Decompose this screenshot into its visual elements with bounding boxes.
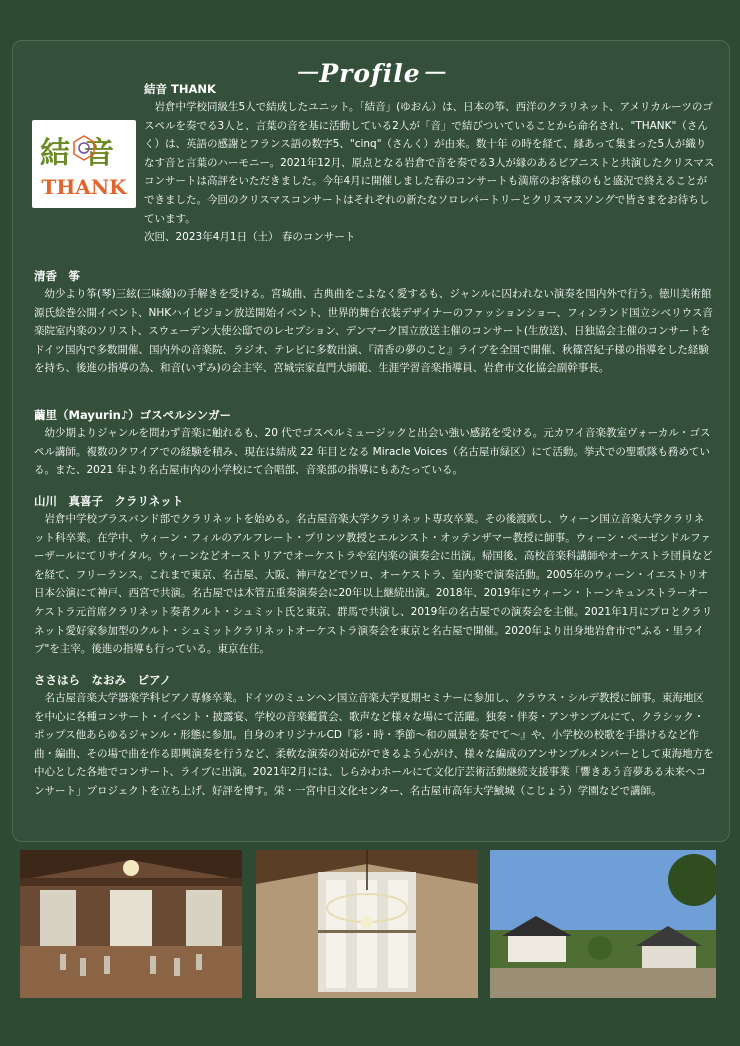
building-exterior-photo xyxy=(490,850,716,998)
member-section-sasahara xyxy=(34,671,714,801)
member-bio: 名古屋音楽大学器楽学科ピアノ専修卒業。ドイツのミュンヘン国立音楽大学夏期セミナーに参加し、クラウス・シルデ教授に師事。東海地区を中心に各種コンサート・イベント・披露宴、学校の音楽鑑賞会、歌声など様々な場にて活躍。独奏・伴奏・アンサンブルにて、クラシック・ポップス他あらゆるジャンル・形態に参加。自身のオリジナルCD『彩・時・季節～和の風景を奏でて～』や、小学校の校歌を手掛けるなど作曲・編曲、その場で曲を作る即興演奏を行うなど、柔軟な演奏の対応ができるよう心がけ、様々な編成のアンサンブルメンバーとして東海地方を中心とした各地でコンサート、ライブに出演。2021年2月には、しらかわホールにて文化庁芸術活動継続支援事業「響きあう音夢ある未来へコンサート」プロジェクトを立ち上げ、好評を博す。栄・一宮中日文化センター、名古屋市高年大学鯱城（こじょう）学園などで講師。 xyxy=(34,692,714,797)
logo-latin: THANK xyxy=(41,175,127,199)
member-section-sayaka xyxy=(34,267,714,378)
member-section-yamakawa xyxy=(34,492,714,659)
member-name: 繭里（Mayurin♪）ゴスペルシンガー xyxy=(34,408,232,422)
group-logo xyxy=(32,120,136,208)
member-bio: 幼少より筝(琴)三絃(三味線)の手解きを受ける。宮城曲、古典曲をこよなく愛するも、ジャンルに囚われない演奏を国内外で行う。徳川美術館源氏絵巻公開イベント、NHKハイビジョン放送開始イベント、世界的舞台衣装デザイナーのファッションショー、フィンランド国立シベリウス音楽院室内楽のソリスト、スウェーデン大使公邸でのレセプション、デンマーク国立放送主催のコンサート(生放送)、日独協会主催のコンサートをドイツ国内で多数開催、国内外の音楽院、ラジオ、テレビに多数出演、『清香の夢のこと』ライブを全国で開催、秋篠宮紀子様の指導をした経験を持ち、後進の指導の為、和音(いずみ)の会主宰、宮城宗家直門大師範、生涯学習音楽指導員、岩倉市文化協会副幹事長。 xyxy=(34,288,713,375)
logo-flower-icon xyxy=(72,134,96,162)
logo-kanji: 結音 xyxy=(40,136,128,171)
page-title: －Profile－ xyxy=(293,59,447,88)
member-name: 山川 真喜子 クラリネット xyxy=(34,494,184,508)
member-bio: 岩倉中学校ブラスバンド部でクラリネットを始める。名古屋音楽大学クラリネット専攻卒業。その後渡欧し、ウィーン国立音楽大学クラリネット科卒業。在学中、ウィーン・フィルのアルフレート・プリンツ教授とエルンスト・オッテンザマー教授に師事。ウィーン・ベーゼンドルファーザールにてリサイタル。ウィーンなどオーストリアでオーケストラや室内楽の演奏会に出演。帰国後、高校音楽科講師やオーケストラ団員などを経て、フリーランス。これまで東京、名古屋、大阪、神戸などでソロ、オーケストラ、室内楽で演奏活動。2005年のウィーン・イエストリオ日本公演にて神戸、西宮で共演。名古屋では木管五重奏演奏会に20年以上継続出演。2018年、2019年にウィーン・トーンキュンストラーオーケストラ元首席クラリネット奏者クルト・シュミット氏と東京、群馬で共演し、2019年の名古屋での演奏会を主催。2021年1月にプロとクラリネット愛好家参加型のクルト・シュミットクラリネットオーケストラ演奏会を東京と名古屋で開催。2020年より出身地岩倉市で"ふる・里ライブ"を主宰。後進の指導も行っている。東京在住。 xyxy=(34,513,713,656)
group-section xyxy=(144,80,716,247)
next-concert: 次回、2023年4月1日（土） 春のコンサート xyxy=(144,231,356,244)
hall-interior-photo xyxy=(20,850,242,998)
group-description: 岩倉中学校同級生5人で結成したユニット。「結音」(ゆおん）は、日本の筝、西洋のクラリネット、アメリカルーツのゴスペルを奏でる3人と、言葉の音を基に活動している2人が「音」で結びついていることから命名され、"THANK"（さんく）は、英語の感謝とフランス語の数字5、"cinq"（さんく）が由来。数十年 の時を経て、縁あって集まった5人が織りなす音と言葉のハーモニー。2021年12月、原点となる岩倉で音を奏でる3人が縁のあるピアニストと共演したクリスマスコンサートは高評をいただきました。今年4月に開催しました春のコンサートも満席のお客様のもと盛況で終えることができました。今回のクリスマスコンサートはそれぞれの新たなソロレパートリーとクリスマスソングで皆さまをお待ちしています。 xyxy=(144,101,715,225)
chandelier-window-photo xyxy=(256,850,478,998)
member-bio: 幼少期よりジャンルを問わず音楽に触れるも、20 代でゴスペルミュージックと出会い強い感銘を受ける。元カワイ音楽教室ヴォーカル・ゴスペル講師。複数のクワイアでの経験を積み、現在は結成 22 年目となる Miracle Voices（名古屋市緑区）にて活動。挙式での聖歌隊も務めている。また、2021 年より名古屋市内の小学校にて合唱部、音楽部の指導にもあたっている。 xyxy=(34,427,711,477)
member-section-mayuri xyxy=(34,406,714,480)
group-name: 結音 THANK xyxy=(144,82,216,96)
member-name: 清香 筝 xyxy=(34,269,80,283)
member-name: ささはら なおみ ピアノ xyxy=(34,673,172,687)
